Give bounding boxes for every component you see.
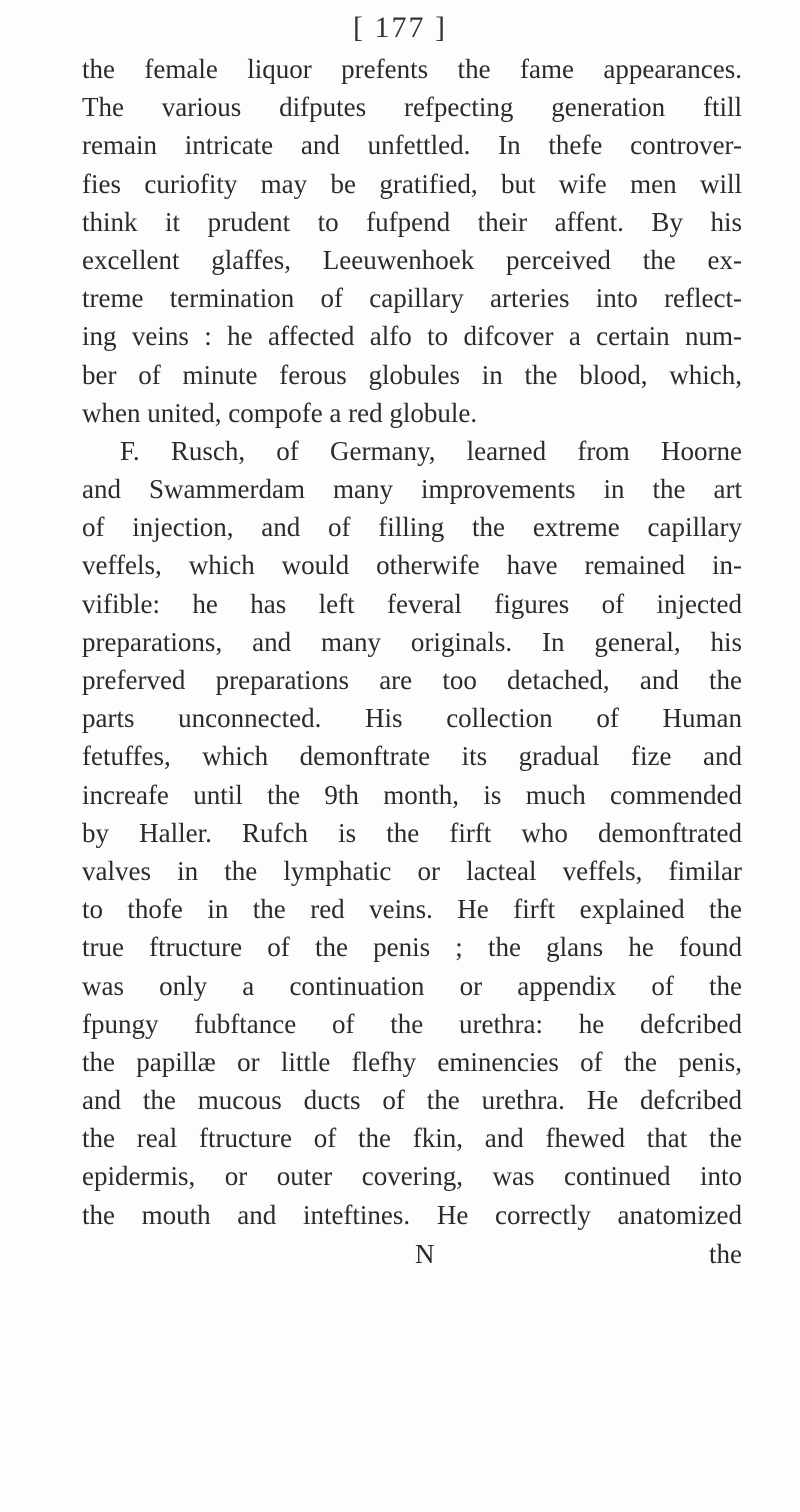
- text-line: fetuffes, which demonftrate its gradual fize and: [82, 741, 742, 772]
- text-line: fies curiofity may be gratified, but wife men will: [82, 168, 742, 199]
- text-line: fpungy fubftance of the urethra: he defcribed: [82, 1008, 742, 1039]
- body-text: [82, 50, 742, 1234]
- text-line: to thofe in the red veins. He firft explained the: [82, 894, 742, 925]
- text-line: true ftructure of the penis ; the glans he found: [82, 932, 742, 963]
- text-line: and the mucous ducts of the urethra. He defcribed: [82, 1085, 742, 1116]
- text-line: excellent glaffes, Leeuwenhoek perceived the ex-: [82, 244, 742, 275]
- text-line: of injection, and of filling the extreme capillary: [82, 512, 742, 543]
- text-line: epidermis, or outer covering, was continued into: [82, 1161, 742, 1192]
- page-header: [ 177 ]: [353, 11, 447, 44]
- catchword: the: [709, 1239, 742, 1269]
- text-line: ing veins : he affected alfo to difcover a certain num-: [82, 321, 742, 352]
- text-line: vifible: he has left feveral figures of injected: [82, 588, 742, 619]
- signature-mark: N: [415, 1239, 435, 1269]
- text-line: the papillæ or little flefhy eminencies of the penis,: [82, 1046, 742, 1077]
- text-line: parts unconnected. His collection of Human: [82, 703, 742, 734]
- text-line: preparations, and many originals. In general, his: [82, 626, 742, 657]
- text-line: preferved preparations are too detached, and the: [82, 665, 742, 695]
- text-line: and Swammerdam many improvements in the art: [82, 474, 742, 505]
- text-line: by Haller. Rufch is the firft who demonftrated: [82, 817, 742, 848]
- text-line: veffels, which would otherwife have remained in-: [82, 550, 742, 581]
- text-line: treme termination of capillary arteries into reflect-: [82, 283, 742, 314]
- text-line: increafe until the 9th month, is much commended: [82, 779, 742, 810]
- text-line: think it prudent to fufpend their affent. By his: [82, 206, 742, 237]
- text-line: F. Rusch, of Germany, learned from Hoorne: [120, 435, 742, 466]
- text-line: valves in the lymphatic or lacteal veffels, fimilar: [82, 855, 742, 886]
- page-footer: [82, 1234, 742, 1274]
- text-line: the female liquor prefents the fame appearances.: [82, 54, 742, 84]
- text-line: the real ftructure of the fkin, and fhewed that the: [82, 1123, 742, 1154]
- text-line: was only a continuation or appendix of the: [82, 970, 742, 1001]
- text-line: remain intricate and unfettled. In thefe controver-: [82, 130, 742, 161]
- text-line: the mouth and inteftines. He correctly anatomized: [82, 1199, 742, 1230]
- text-line: The various difputes refpecting generation ftill: [82, 92, 742, 123]
- text-line: ber of minute ferous globules in the blood, which,: [82, 359, 742, 390]
- text-line: when united, compofe a red globule.: [82, 397, 478, 428]
